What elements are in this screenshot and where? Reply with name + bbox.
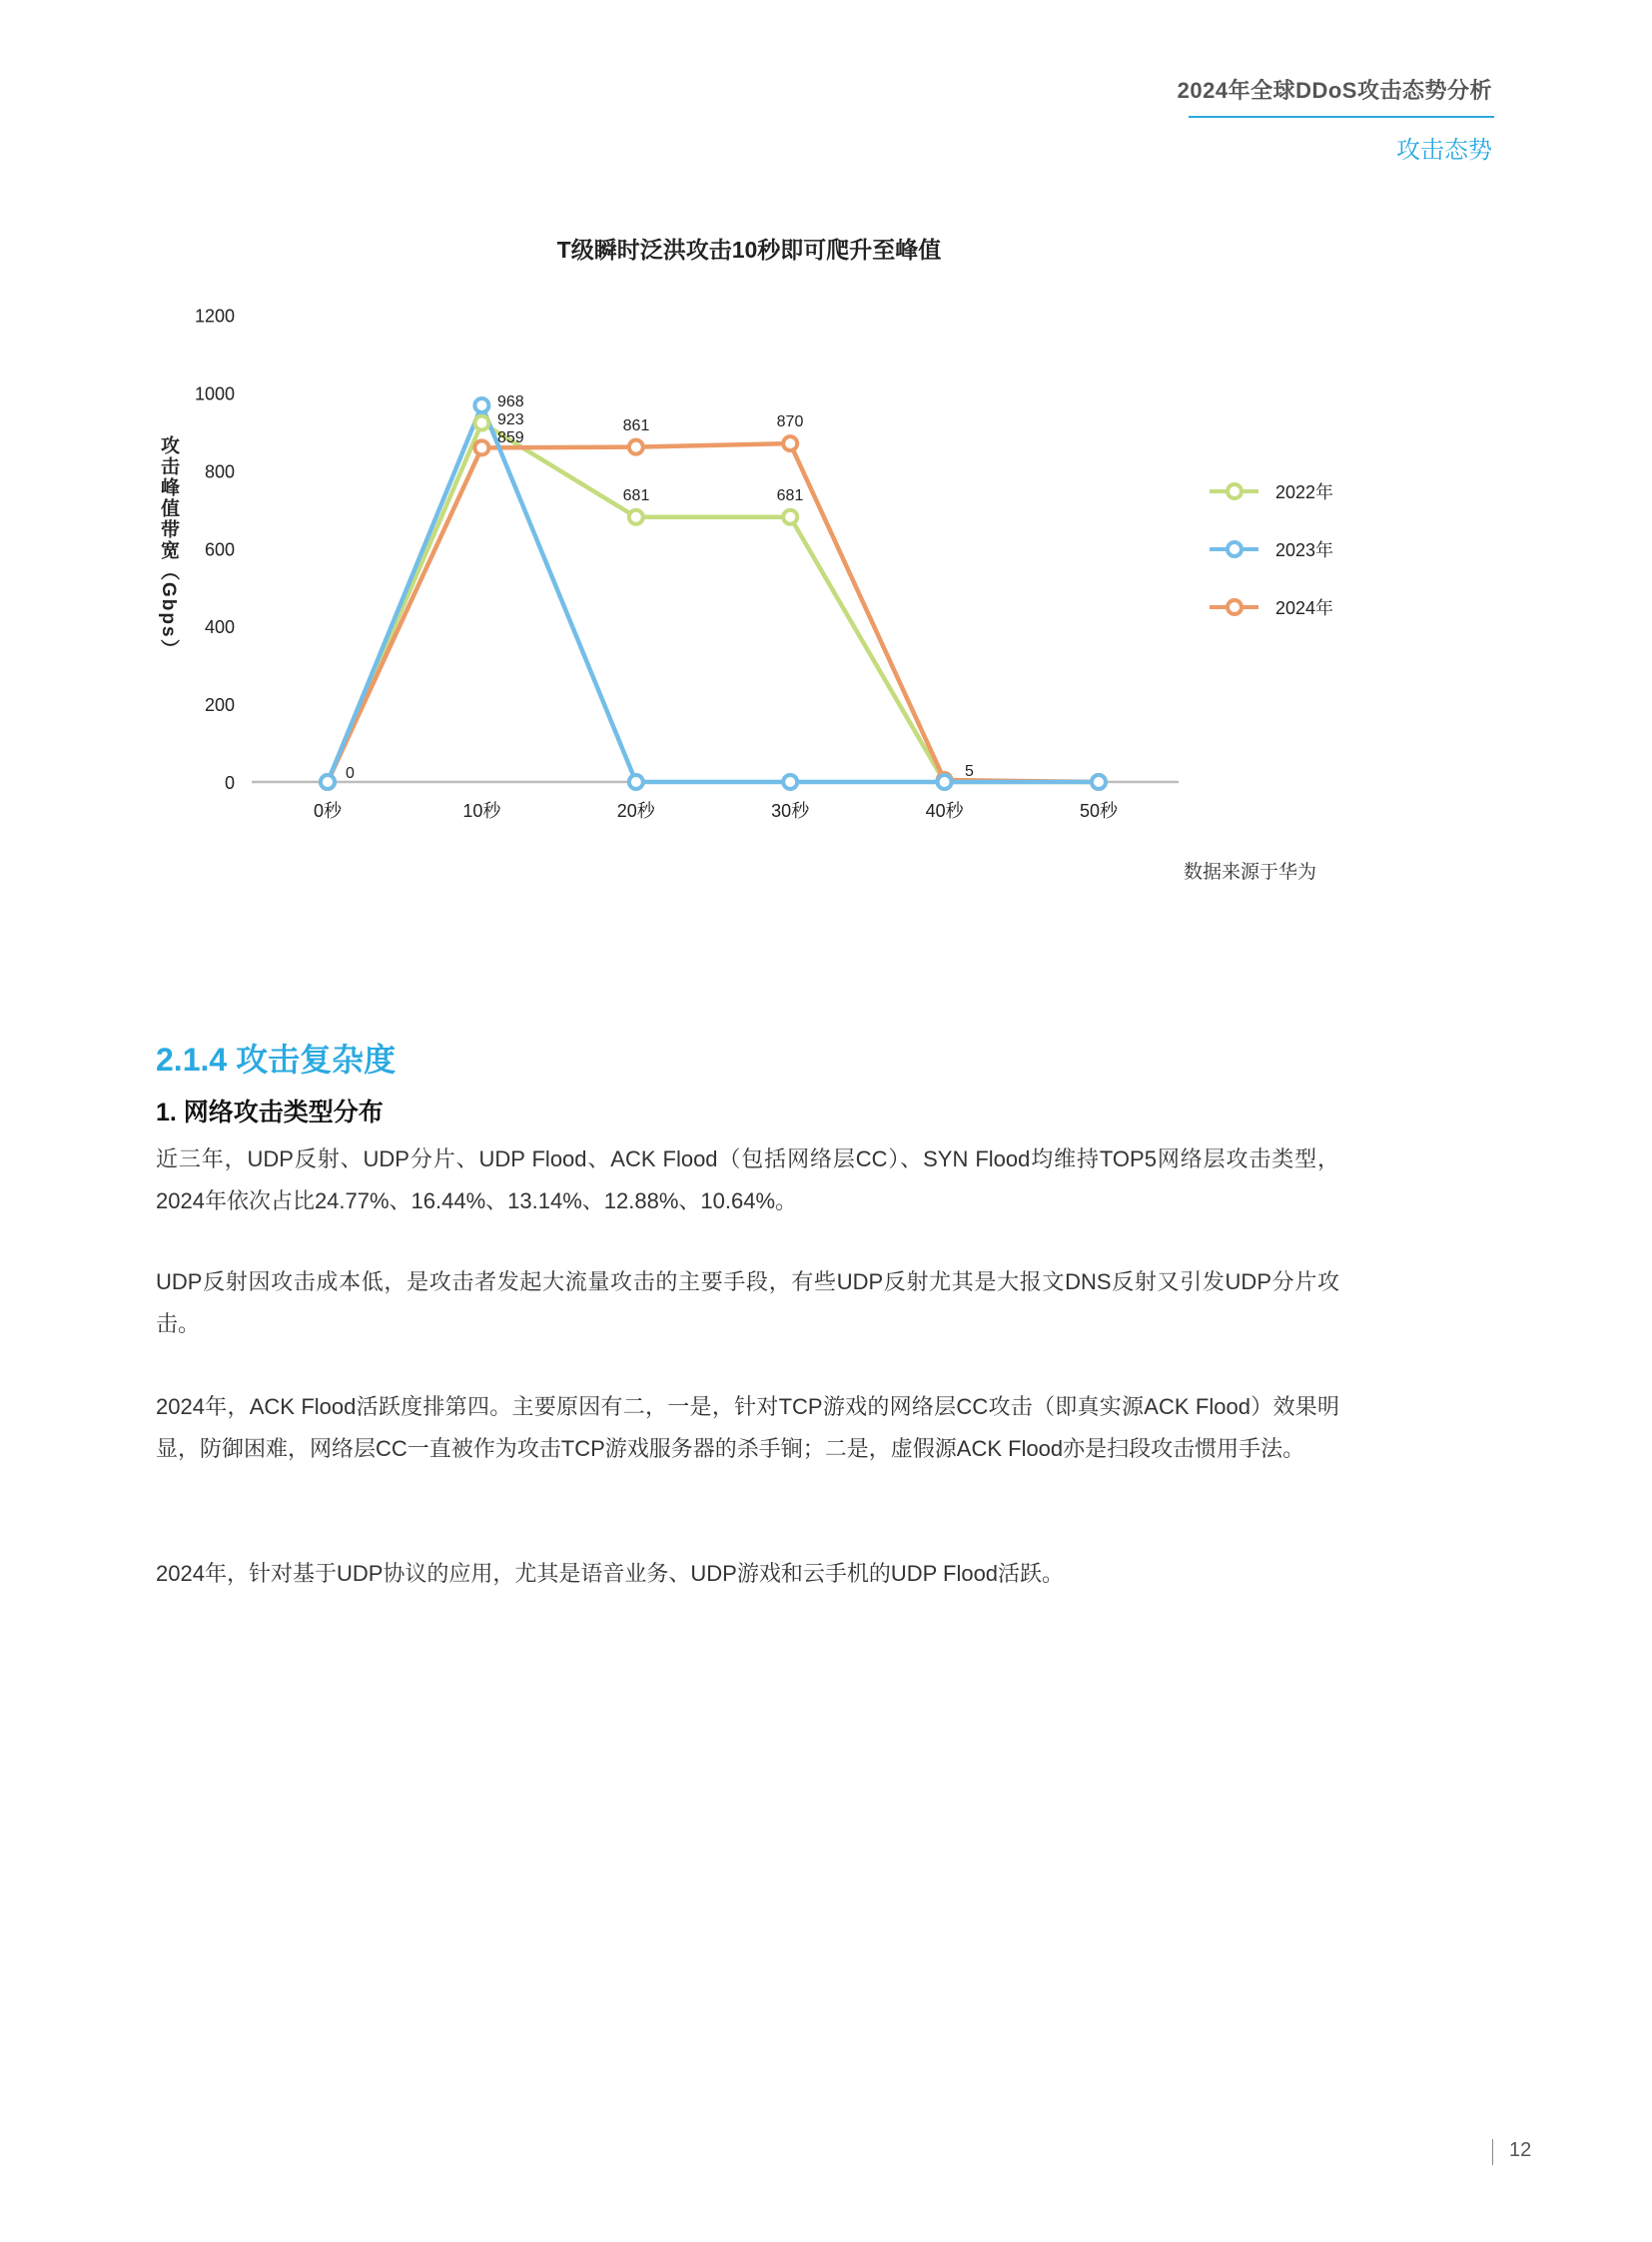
data-point-marker <box>1092 775 1106 789</box>
legend-label: 2022年 <box>1275 482 1334 502</box>
x-tick-label: 20秒 <box>616 801 655 821</box>
y-tick-label: 0 <box>224 773 235 793</box>
data-point-marker <box>783 775 797 789</box>
paragraph-2: UDP反射因攻击成本低，是攻击者发起大流量攻击的主要手段，有些UDP反射尤其是大报文DNS反射又引发UDP分片攻击。 <box>156 1269 1339 1336</box>
data-point-marker <box>783 436 797 450</box>
data-label: 923 <box>497 411 524 428</box>
data-label: 5 <box>965 763 974 780</box>
section-heading: 2.1.4 攻击复杂度 <box>156 1042 397 1078</box>
chart-title: T级瞬时泛洪攻击10秒即可爬升至峰值 <box>556 237 942 263</box>
data-point-marker <box>474 440 488 454</box>
legend-marker <box>1228 484 1241 498</box>
x-tick-label: 40秒 <box>925 801 964 821</box>
paragraph-4: 2024年，针对基于UDP协议的应用，尤其是语音业务、UDP游戏和云手机的UDP Flood活跃。 <box>156 1561 1065 1586</box>
y-tick-label: 400 <box>204 617 235 638</box>
data-point-marker <box>783 510 797 524</box>
line-chart <box>0 0 1652 899</box>
legend-marker <box>1228 600 1241 614</box>
paragraph-1: 近三年，UDP反射、UDP分片、UDP Flood、ACK Flood（包括网络层CC）、SYN Flood均维持TOP5网络层攻击类型，2024年依次占比24.77%、16.44%、13.14%、12.88%、10.64%。 <box>156 1146 1339 1213</box>
paragraph-3: 2024年，ACK Flood活跃度排第四。主要原因有二，一是，针对TCP游戏的网络层CC攻击（即真实源ACK Flood）效果明显，防御困难，网络层CC一直被作为攻击TCP游戏服务器的杀手锏；二是，虚假源ACK Flood亦是扫段攻击惯用手法。 <box>156 1394 1339 1461</box>
legend-label: 2023年 <box>1275 540 1334 560</box>
legend-marker <box>1228 542 1241 556</box>
data-label: 859 <box>497 429 524 446</box>
data-point-marker <box>474 398 488 412</box>
y-tick-label: 1200 <box>194 306 235 327</box>
data-label: 0 <box>346 765 355 782</box>
y-tick-label: 1000 <box>194 383 235 404</box>
data-label: 861 <box>622 417 650 434</box>
data-point-marker <box>629 440 643 454</box>
page-number <box>1493 2139 1531 2162</box>
data-point-marker <box>474 415 488 429</box>
legend-label: 2024年 <box>1275 598 1334 618</box>
data-source-note: 数据来源于华为 <box>1184 862 1317 883</box>
data-label: 681 <box>776 487 804 504</box>
data-point-marker <box>629 775 643 789</box>
y-tick-label: 600 <box>204 539 235 560</box>
data-label: 681 <box>622 487 650 504</box>
data-label: 968 <box>497 393 524 410</box>
x-tick-label: 0秒 <box>313 801 343 821</box>
subsection-heading: 1. 网络攻击类型分布 <box>156 1099 384 1126</box>
data-point-marker <box>629 510 643 524</box>
y-axis-label: 攻击峰值带宽（Gbps） <box>158 435 179 660</box>
data-label: 870 <box>776 413 804 430</box>
document-title: 2024年全球DDoS攻击态势分析 <box>1177 78 1492 103</box>
y-tick-label: 800 <box>204 461 235 482</box>
x-tick-label: 30秒 <box>771 801 810 821</box>
series-line-2022年 <box>328 422 1099 782</box>
data-point-marker <box>938 775 952 789</box>
y-tick-label: 200 <box>204 695 235 716</box>
series-line-2023年 <box>328 405 1099 782</box>
page-number-text: 12 <box>1509 2139 1532 2161</box>
x-tick-label: 50秒 <box>1079 801 1119 821</box>
data-point-marker <box>321 775 335 789</box>
x-tick-label: 10秒 <box>462 801 501 821</box>
section-label: 攻击态势 <box>1396 137 1492 164</box>
